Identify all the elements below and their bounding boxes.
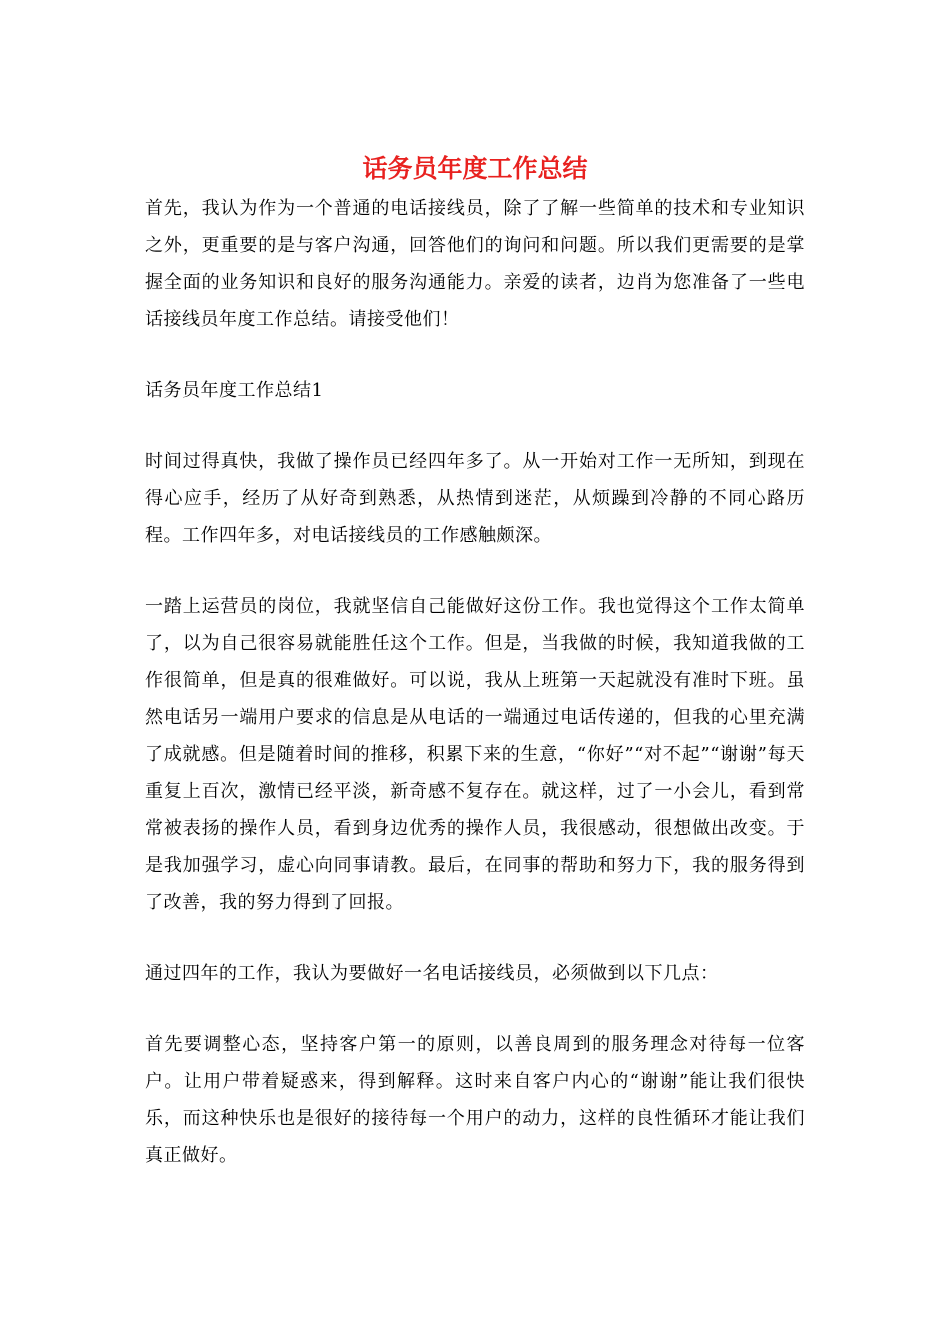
document-title: 话务员年度工作总结 xyxy=(362,154,588,183)
body-paragraph: 首先要调整心态，坚持客户第一的原则，以善良周到的服务理念对待每一位客户。让用户带着疑惑来，得到解释。这时来自客户内心的“谢谢”能让我们很快乐，而这种快乐也是很好的接待每一个用户的动力，这样的良性循环才能让我们真正做好。 xyxy=(145,1034,805,1166)
intro-paragraph: 首先，我认为作为一个普通的电话接线员，除了了解一些简单的技术和专业知识之外，更重要的是与客户沟通，回答他们的询问和问题。所以我们更需要的是掌握全面的业务知识和良好的服务沟通能力。亲爱的读者，边肖为您准备了一些电话接线员年度工作总结。请接受他们！ xyxy=(145,198,805,330)
document-body xyxy=(145,190,805,1208)
section-heading: 话务员年度工作总结1 xyxy=(145,380,324,401)
body-paragraph: 时间过得真快，我做了操作员已经四年多了。从一开始对工作一无所知，到现在得心应手，经历了从好奇到熟悉，从热情到迷茫，从烦躁到冷静的不同心路历程。工作四年多，对电话接线员的工作感触颇深。 xyxy=(145,451,805,546)
body-paragraph: 通过四年的工作，我认为要做好一名电话接线员，必须做到以下几点： xyxy=(145,963,719,984)
body-paragraph: 一踏上运营员的岗位，我就坚信自己能做好这份工作。我也觉得这个工作太简单了，以为自己很容易就能胜任这个工作。但是，当我做的时候，我知道我做的工作很简单，但是真的很难做好。可以说，我从上班第一天起就没有准时下班。虽然电话另一端用户要求的信息是从电话的一端通过电话传递的，但我的心里充满了成就感。但是随着时间的推移，积累下来的生意，“你好”“对不起”“谢谢”每天重复上百次，激情已经平淡，新奇感不复存在。就这样，过了一小会儿，看到常常被表扬的操作人员，看到身边优秀的操作人员，我很感动，很想做出改变。于是我加强学习，虚心向同事请教。最后，在同事的帮助和努力下，我的服务得到了改善，我的努力得到了回报。 xyxy=(145,596,805,913)
